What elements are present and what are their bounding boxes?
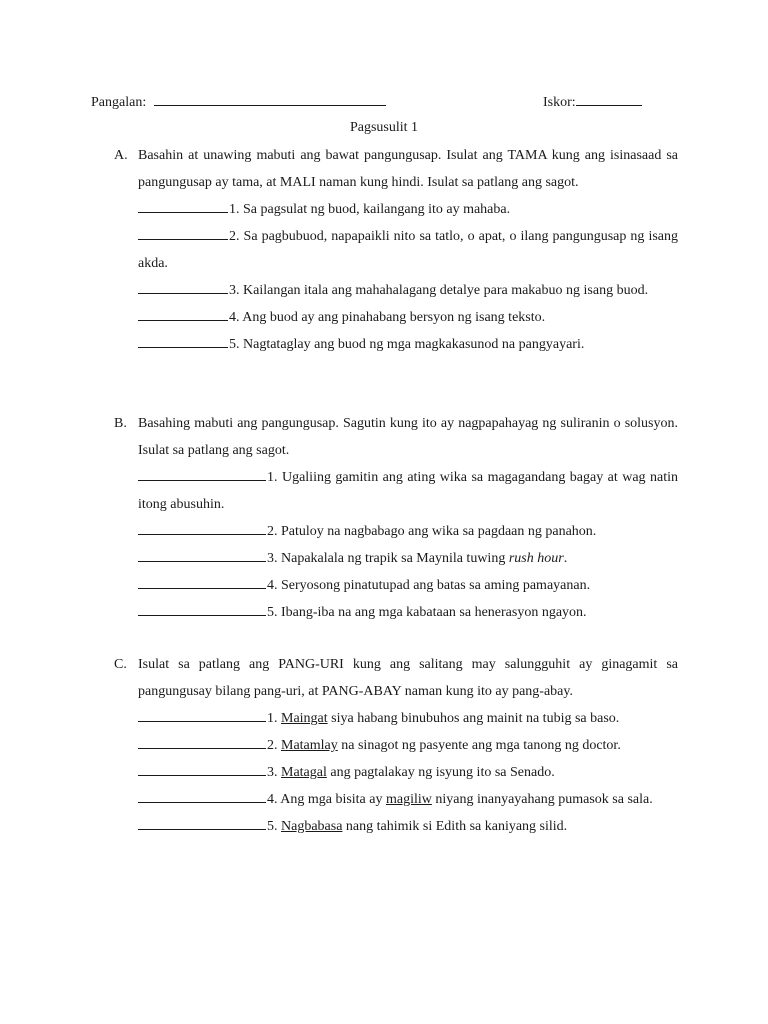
item-text: ang pagtalakay ng isyung ito sa Senado. [326, 765, 555, 780]
item-number: 3. [267, 551, 278, 566]
list-item [138, 599, 678, 626]
answer-blank [138, 707, 266, 722]
list-item [138, 331, 678, 358]
underlined-word: Maingat [281, 711, 328, 726]
list-item [138, 304, 678, 331]
item-text-end: . [563, 551, 568, 566]
list-item [138, 196, 678, 223]
list-item [138, 277, 678, 304]
list-item [114, 223, 678, 277]
answer-blank [138, 306, 228, 321]
italic-phrase: rush hour [508, 551, 564, 566]
answer-blank [138, 520, 266, 535]
item-text: Nagtataglay ang buod ng mga magkakasunod na pangyayari. [243, 337, 585, 352]
item-text: nang tahimik si Edith sa kaniyang silid. [342, 819, 568, 834]
name-blank-line [154, 93, 386, 106]
instruction-text: Basahing mabuti ang pangungusap. Sagutin kung ito ay nagpapahayag ng suliranin o solusyon. Isulat sa patlang ang sagot. [138, 416, 678, 458]
item-text: Seryosong pinatutupad ang batas sa aming pamayanan. [281, 578, 591, 593]
item-number: 1. [267, 470, 278, 485]
item-number: 3. [267, 765, 278, 780]
underlined-word: Nagbabasa [281, 819, 343, 834]
list-item [138, 545, 678, 572]
item-number: 1. [229, 202, 240, 217]
answer-blank [138, 734, 266, 749]
answer-blank [138, 225, 228, 240]
section-b-instruction [114, 410, 678, 464]
item-text: Kailangan itala ang mahahalagang detalye para makabuo ng isang buod. [243, 283, 649, 298]
section-a-instruction [114, 142, 678, 196]
item-number: 2. [229, 229, 240, 244]
list-item [138, 759, 678, 786]
score-label: Iskor: [543, 95, 576, 110]
list-item [138, 705, 678, 732]
item-text: Patuloy na nagbabago ang wika sa pagdaan ng panahon. [281, 524, 597, 539]
underlined-word: magiliw [386, 792, 432, 807]
item-number: 4. [267, 792, 278, 807]
answer-blank [138, 761, 266, 776]
answer-blank [138, 574, 266, 589]
item-number: 5. [267, 605, 278, 620]
list-item [138, 518, 678, 545]
answer-blank [138, 198, 228, 213]
item-number: 4. [229, 310, 240, 325]
section-letter: C. [114, 657, 127, 672]
section-c [114, 651, 678, 840]
instruction-text: Isulat sa patlang ang PANG-URI kung ang salitang may salungguhit ay ginagamit sa pangungusay bilang pang-uri, at PANG-ABAY naman kung ito ay pang-abay. [138, 657, 678, 699]
item-text: Ang mga bisita ay [277, 792, 386, 807]
answer-blank [138, 547, 266, 562]
answer-blank [138, 815, 266, 830]
item-text: Sa pagsulat ng buod, kailangang ito ay mahaba. [243, 202, 511, 217]
item-text: Napakalala ng trapik sa Maynila tuwing [281, 551, 509, 566]
item-number: 2. [267, 524, 278, 539]
answer-blank [138, 601, 266, 616]
name-field [91, 93, 386, 111]
section-a [114, 142, 678, 358]
score-blank-line [576, 93, 642, 106]
item-number: 3. [229, 283, 240, 298]
answer-blank [138, 333, 228, 348]
item-number: 5. [229, 337, 240, 352]
section-b [114, 410, 678, 626]
item-number: 4. [267, 578, 278, 593]
item-text: Ang buod ay ang pinahabang bersyon ng isang teksto. [242, 310, 546, 325]
item-text: siya habang binubuhos ang mainit na tubig sa baso. [327, 711, 620, 726]
answer-blank [138, 466, 266, 481]
score-field [543, 93, 642, 111]
page-title: Pagsusulit 1 [349, 120, 419, 135]
underlined-word: Matamlay [281, 738, 338, 753]
list-item [138, 813, 678, 840]
section-letter: B. [114, 416, 127, 431]
item-text: Sa pagbubuod, napapaikli nito sa tatlo, o apat, o ilang pangungusap ng isang akda. [138, 229, 678, 271]
list-item [138, 464, 678, 518]
section-c-instruction [114, 651, 678, 705]
list-item [138, 732, 678, 759]
list-item [138, 786, 678, 813]
item-number: 5. [267, 819, 278, 834]
instruction-text: Basahin at unawing mabuti ang bawat pangungusap. Isulat ang TAMA kung ang isinasaad sa pangungusap ay tama, at MALI naman kung hindi. Isulat sa patlang ang sagot. [138, 148, 678, 190]
list-item [138, 572, 678, 599]
underlined-word: Matagal [281, 765, 327, 780]
item-text: Ugaliing gamitin ang ating wika sa magagandang bagay at wag natin itong abusuhin. [138, 470, 678, 512]
section-letter: A. [114, 148, 128, 163]
item-text: na sinagot ng pasyente ang mga tanong ng doctor. [337, 738, 621, 753]
header [91, 93, 678, 113]
name-label: Pangalan: [91, 95, 147, 110]
item-text-end: niyang inanyayahang pumasok sa sala. [431, 792, 653, 807]
item-text: Ibang-iba na ang mga kabataan sa henerasyon ngayon. [281, 605, 587, 620]
answer-blank [138, 279, 228, 294]
item-number: 1. [267, 711, 278, 726]
answer-blank [138, 788, 266, 803]
item-number: 2. [267, 738, 278, 753]
